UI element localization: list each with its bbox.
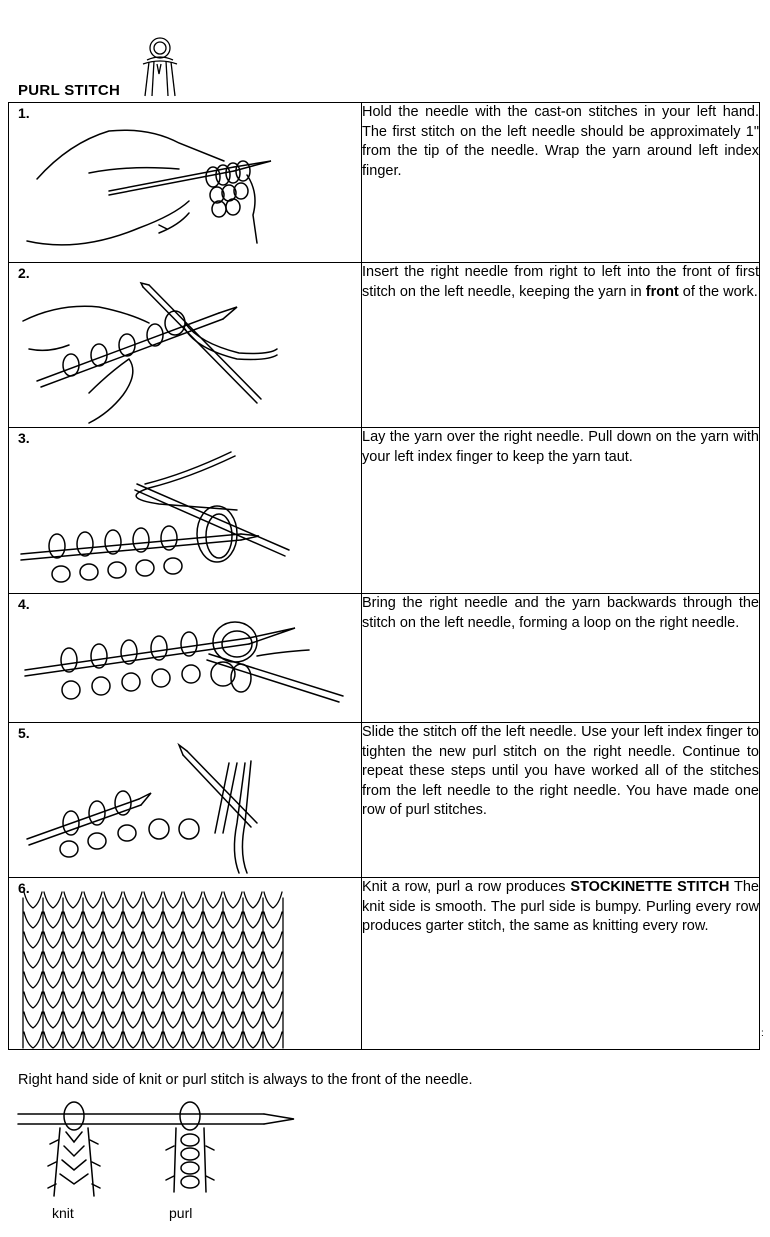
footer-note: Right hand side of knit or purl stitch is always to the front of the needle. [18,1072,473,1088]
step-text [362,594,760,723]
step-text-body: Bring the right needle and the yarn backwards through the stitch on the left needle, forming a loop on the right needle. [362,595,759,631]
stray-mark: : [761,1028,764,1039]
steps-table [8,102,760,1050]
step-row [9,263,760,428]
step-text [362,878,760,1050]
step-number: 6. [18,880,30,896]
step-text-body: Lay the yarn over the right needle. Pull down on the yarn with your left index finger to keep the yarn taut. [362,429,759,465]
step-text-emphasis: STOCKINETTE STITCH [570,879,730,895]
step-image-cell [9,723,362,878]
step-text [362,263,760,428]
yarn-logo-icon [135,34,185,98]
step-text-emphasis: front [645,283,679,300]
knit-purl-comparison-illustration [14,1092,304,1207]
yarn-over-illustration [9,428,361,594]
pull-through-illustration [9,594,361,723]
step-text-body: Insert the right needle from right to left into the front of first stitch on the left needle, keeping the yarn in [362,264,759,300]
step-image-cell [9,428,362,594]
step-number: 4. [18,596,30,612]
step-number: 3. [18,430,30,446]
step-row [9,878,760,1050]
step-text [362,723,760,878]
insert-needle-illustration [9,263,361,428]
purl-label: purl [169,1205,193,1221]
step-text-body: Hold the needle with the cast-on stitches in your left hand. The first stitch on the left needle should be approximately 1" from the tip of the needle. Wrap the yarn around left index finger. [362,104,759,179]
step-number: 2. [18,265,30,281]
step-row [9,103,760,263]
step-text-body: Slide the stitch off the left needle. Use your left index finger to tighten the new purl stitch on the right needle. Continue to repeat these steps until you have worked all of the stitches from the left needle to the right needle. You have made one row of purl stitches. [362,724,759,819]
step-text [362,428,760,594]
step-text-body: of the work. [678,283,758,300]
step-image-cell [9,878,362,1050]
step-image-cell [9,103,362,263]
step-row [9,428,760,594]
step-image-cell [9,263,362,428]
slide-off-illustration [9,723,361,878]
step-number: 1. [18,105,30,121]
stockinette-fabric-illustration [9,878,361,1050]
hand-holding-needle-illustration [9,103,361,263]
step-number: 5. [18,725,30,741]
step-text [362,103,760,263]
knit-label: knit [52,1205,74,1221]
step-text-body: The knit side is smooth. The purl side is bumpy. Purling every row produces garter stitch, the same as knitting every row. [362,879,759,935]
step-row [9,594,760,723]
step-image-cell [9,594,362,723]
page-title: PURL STITCH [18,82,121,99]
step-row [9,723,760,878]
step-text-body: Knit a row, purl a row produces [362,879,571,895]
